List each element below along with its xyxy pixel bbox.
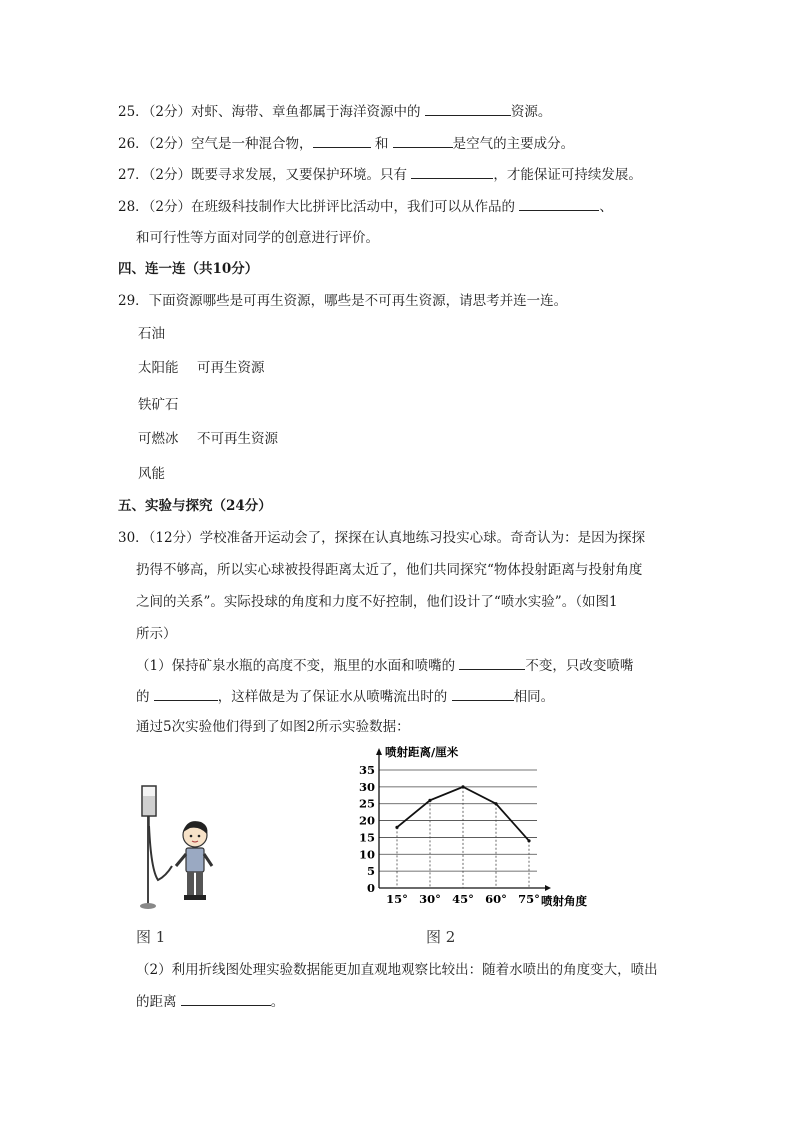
question-28-text: 28．（2分）在班级科技制作大比拼评比活动中，我们可以从作品的: [118, 199, 516, 215]
question-30-part1-line3: 通过5次实验他们得到了如图2所示实验数据：: [136, 719, 410, 735]
question-30-part1-line2: [136, 686, 554, 707]
section-heading: 五、实验与探究（24分）: [118, 498, 272, 514]
figure-2-line-chart: [345, 742, 605, 917]
question-28: [118, 196, 613, 217]
chart-x-tick-label: 15°: [386, 892, 408, 906]
question-30-line: 30．（12分）学校准备开运动会了，探探在认真地练习投实心球。奇奇认为：是因为探探: [118, 530, 646, 546]
question-30-part2-line2: [136, 991, 284, 1012]
chart-x-tick-label: 60°: [485, 892, 507, 906]
question-30-line: 扔得不够高，所以实心球被投得距离太近了，他们共同探究“物体投射距离与投射角度: [136, 562, 643, 578]
chart-y-tick-label: 30: [358, 779, 375, 794]
question-25-tail: 资源。: [510, 104, 552, 120]
question-25-text: 25．（2分）对虾、海带、章鱼都属于海洋资源中的: [118, 104, 421, 120]
answer-blank[interactable]: [313, 133, 371, 148]
chart-axes: [376, 748, 551, 891]
figure-1-caption: 图 1: [136, 928, 166, 946]
chart-x-tick-label: 45°: [452, 892, 474, 906]
question-28-line2: 和可行性等方面对同学的创意进行评价。: [136, 230, 379, 246]
resource-item[interactable]: 可燃冰: [138, 431, 179, 447]
resource-item[interactable]: 石油: [138, 326, 165, 342]
answer-blank[interactable]: [452, 686, 514, 701]
chart-y-tick-label: 0: [366, 881, 375, 895]
part1-text: ，这样做是为了保证水从喷嘴流出时的: [217, 689, 448, 705]
chart-y-tick-label: 25: [358, 796, 375, 811]
question-30-part2: （2）利用折线图处理实验数据能更加直观地观察比较出：随着水喷出的角度变大，喷出: [136, 962, 658, 978]
question-26-tail: 是空气的主要成分。: [452, 136, 575, 152]
question-26-connector: 和: [374, 136, 389, 152]
part1-text: 的: [136, 689, 150, 705]
figure-1-illustration: [132, 780, 224, 912]
part1-text: （1）保持矿泉水瓶的高度不变，瓶里的水面和喷嘴的: [136, 658, 456, 674]
chart-x-axis-label: 喷射角度: [541, 894, 587, 908]
chart-x-tick-labels: [386, 892, 540, 906]
answer-blank[interactable]: [459, 655, 525, 670]
resource-item[interactable]: 风能: [138, 466, 165, 482]
chart-grid: [379, 770, 537, 871]
chart-x-tick-label: 30°: [419, 892, 441, 906]
chart-y-axis-label: 喷射距离/厘米: [385, 745, 459, 759]
question-26: [118, 133, 574, 154]
question-27-tail: ，才能保证可持续发展。: [493, 167, 642, 183]
resource-item[interactable]: 太阳能: [138, 360, 179, 376]
section-heading: 四、连一连（共10分）: [118, 261, 259, 277]
question-27: [118, 164, 642, 185]
chart-y-tick-label: 10: [358, 847, 375, 862]
chart-y-tick-label: 35: [358, 763, 375, 777]
question-30-line: 之间的关系”。实际投球的角度和力度不好控制，他们设计了“喷水实验”。（如图1: [136, 594, 618, 610]
answer-blank[interactable]: [181, 991, 271, 1006]
question-27-text: 27．（2分）既要寻求发展，又要保护环境。只有: [118, 167, 408, 183]
answer-blank[interactable]: [519, 196, 599, 211]
part1-text: 不变，只改变喷嘴: [525, 658, 634, 674]
chart-y-tick-label: 5: [366, 864, 375, 879]
chart-y-tick-label: 15: [358, 830, 375, 845]
question-26-text: 26．（2分）空气是一种混合物，: [118, 136, 313, 152]
part2-text: 。: [270, 994, 285, 1010]
part1-text: 相同。: [513, 689, 555, 705]
question-30-part1: [136, 655, 633, 676]
chart-x-axis-arrow: [545, 885, 551, 891]
chart-drop-lines: [395, 785, 530, 888]
resource-item[interactable]: 铁矿石: [138, 397, 179, 413]
part2-text: 的距离: [136, 994, 177, 1010]
chart-y-axis-arrow: [376, 748, 382, 755]
answer-blank[interactable]: [425, 101, 511, 116]
answer-blank[interactable]: [154, 686, 218, 701]
question-28-tail: 、: [599, 199, 613, 215]
category-renewable[interactable]: 可再生资源: [197, 360, 265, 376]
question-29-text: 29．下面资源哪些是可再生资源，哪些是不可再生资源，请思考并连一连。: [118, 293, 568, 309]
category-nonrenewable[interactable]: 不可再生资源: [197, 431, 278, 447]
question-30-line: 所示）: [136, 626, 177, 642]
figure-2-caption: 图 2: [426, 928, 456, 946]
chart-y-tick-label: 20: [358, 813, 375, 828]
chart-x-tick-label: 75°: [518, 892, 540, 906]
chart-y-tick-labels: [359, 763, 375, 895]
answer-blank[interactable]: [393, 133, 453, 148]
question-25: [118, 101, 551, 122]
answer-blank[interactable]: [411, 164, 493, 179]
